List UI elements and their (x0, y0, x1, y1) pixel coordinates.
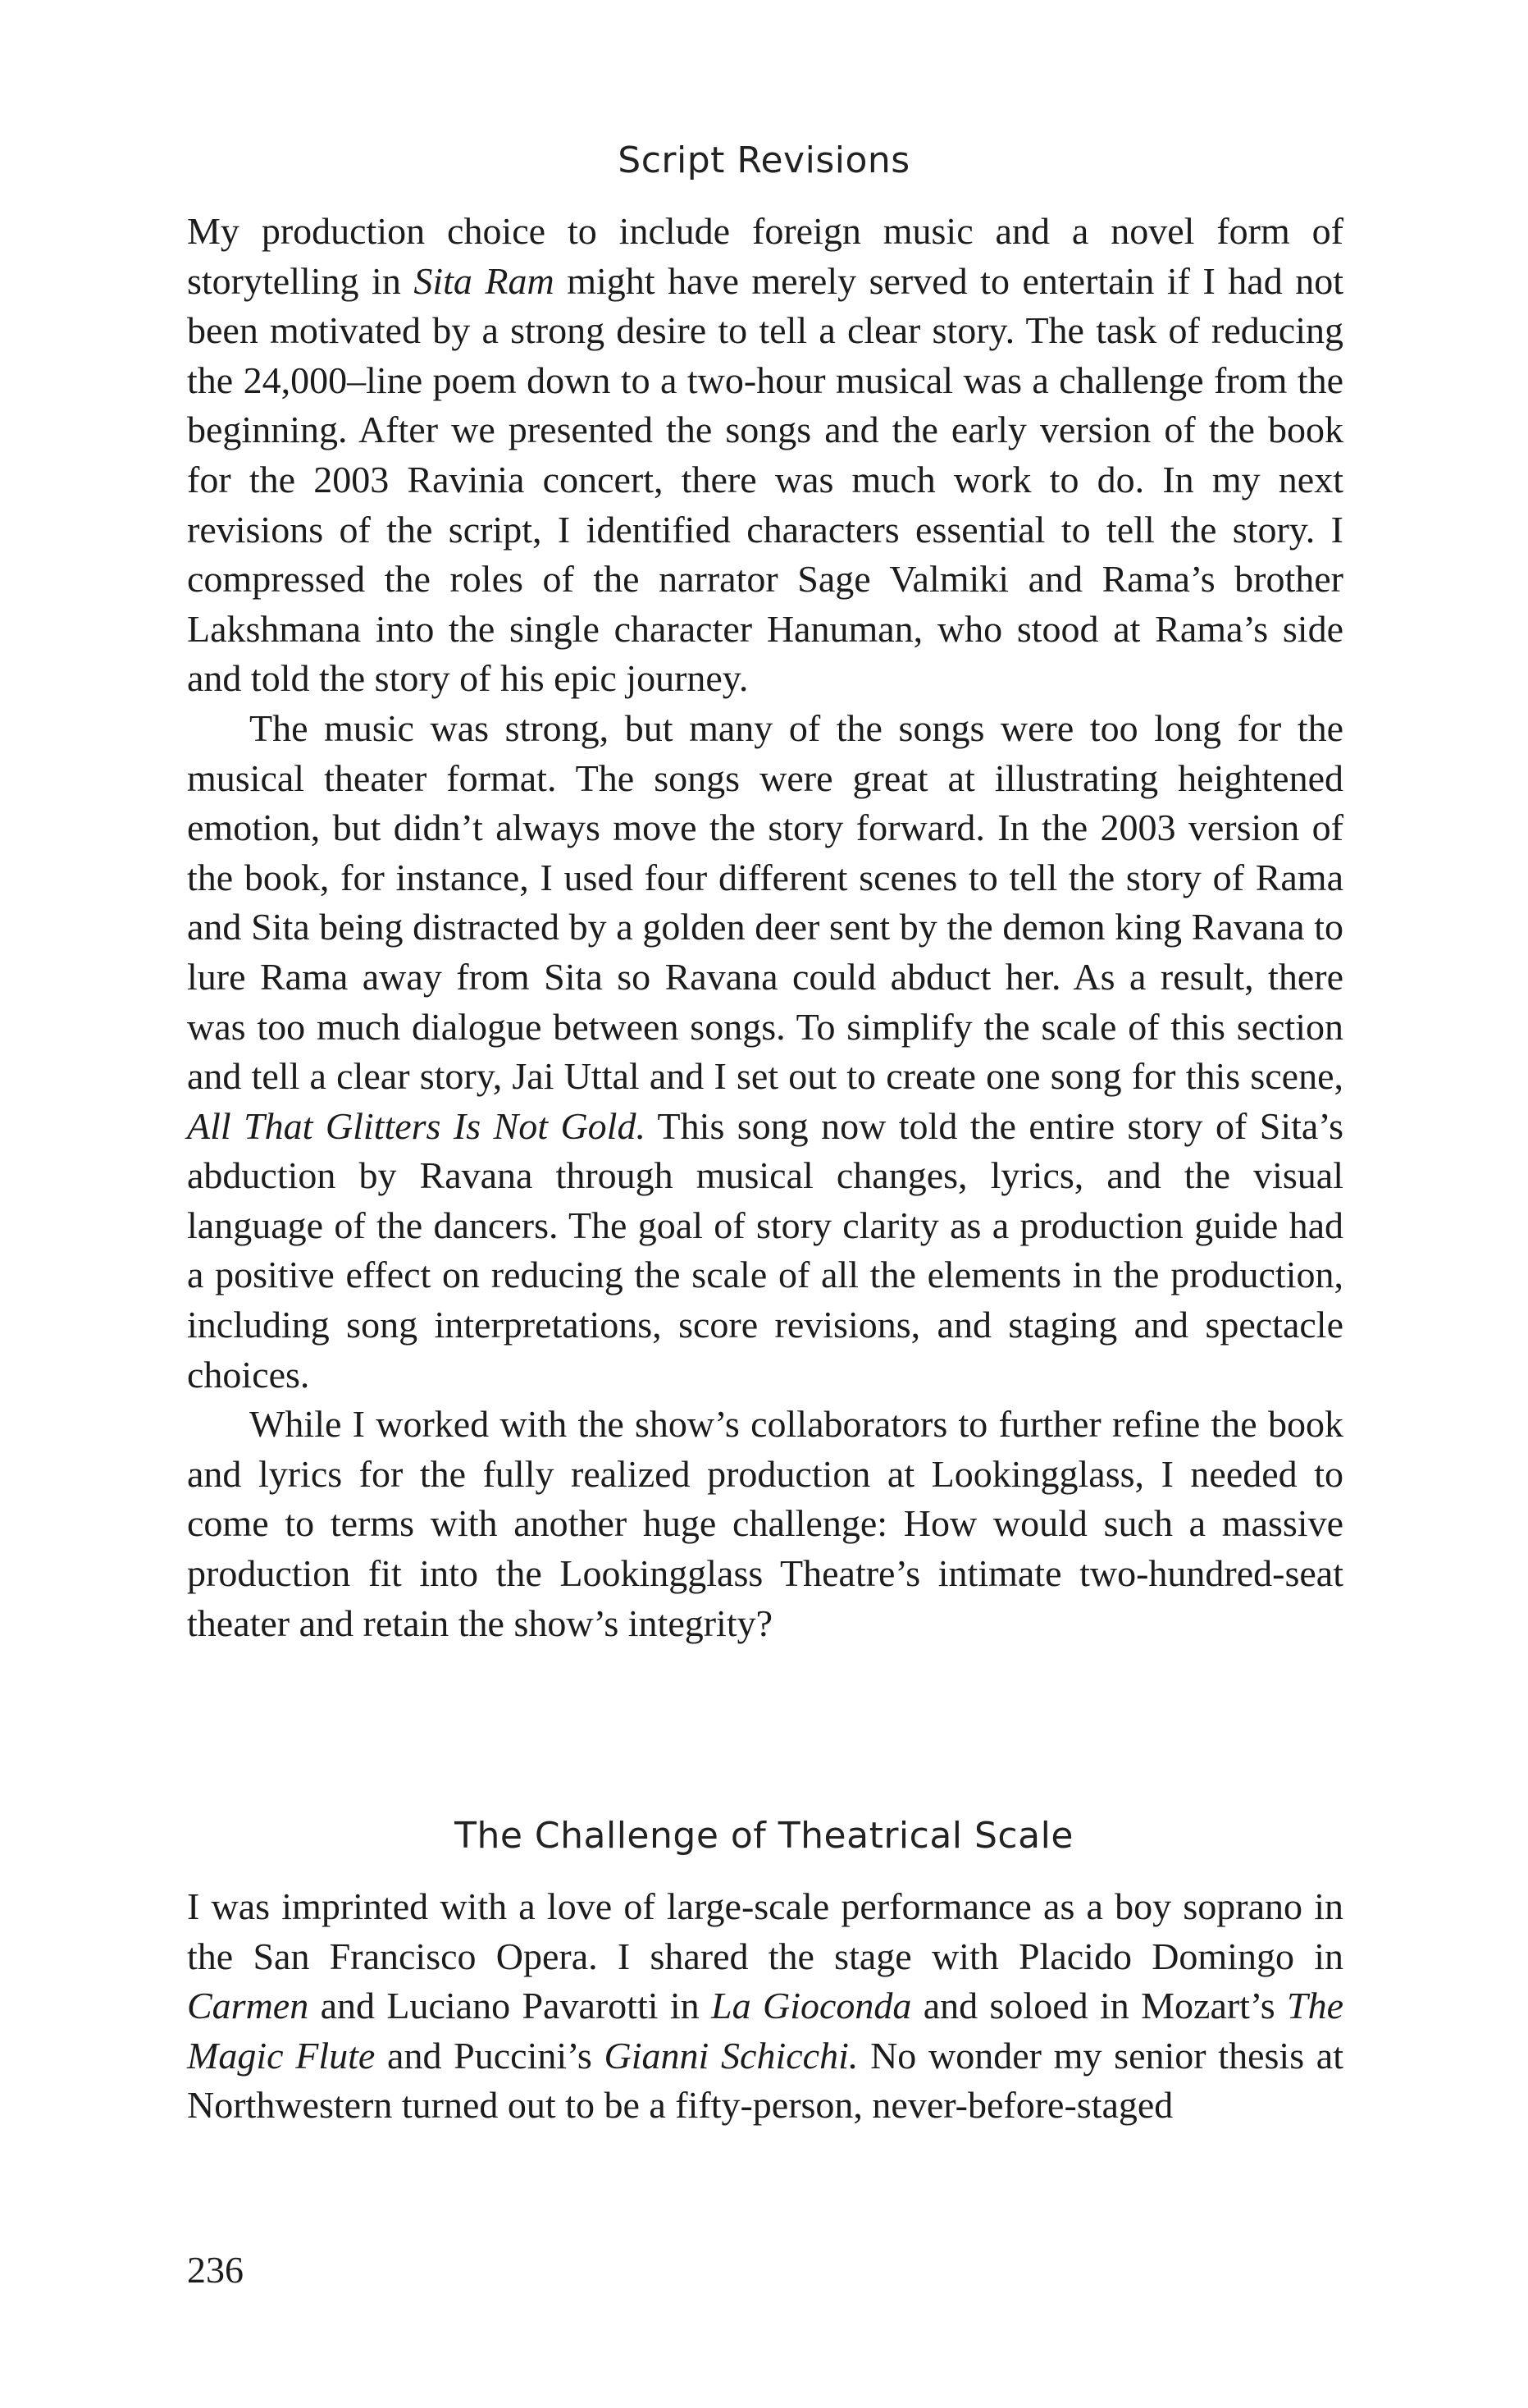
italic-title: The Magic Flute (187, 1985, 1343, 2077)
section-body-theatrical-scale (187, 1882, 1343, 2131)
section-heading-script-revisions: Script Revisions (618, 139, 910, 181)
text-run: and Luciano Pavarotti in (308, 1985, 712, 2027)
italic-title: Sita Ram (413, 259, 554, 302)
paragraph (187, 704, 1343, 1400)
text-run: The music was strong, but many of the songs were too long for the musical theater format. The songs were great at illustrating heightened emotion, but didn’t always move the story forward. In the 2003 version of the book, for instance, I used four different scenes to tell the story of Rama and Sita being distracted by a golden deer sent by the demon king Ravana to lure Rama away from Sita so Ravana could abduct her. As a result, there was too much dialogue between songs. To simplify the scale of this section and tell a clear story, Jai Uttal and I set out to create one song for this scene, (187, 706, 1343, 1098)
italic-title: Carmen (187, 1985, 309, 2027)
text-run: I was imprinted with a love of large-scale performance as a boy soprano in the San Francisco Opera. I shared the stage with Placido Domingo in (187, 1885, 1343, 1977)
italic-title: La Gioconda (711, 1985, 912, 2027)
text-run: While I worked with the show’s collaborators to further refine the book and lyrics for the fully realized production at Lookingglass, I needed to come to terms with another huge challenge: How would such a massive production fit into the Lookingglass Theatre’s intimate two-hundred-seat theater and retain the show’s integrity? (187, 1403, 1343, 1644)
text-run: and soloed in Mozart’s (911, 1985, 1287, 2027)
text-run: My production choice to include foreign music and a novel form of storytelling in (187, 210, 1343, 302)
text-run: No wonder my senior thesis at Northwestern turned out to be a fifty-person, never-before-staged (187, 2034, 1344, 2127)
text-run: This song now told the entire story of Sita’s abduction by Ravana through musical changes, lyrics, and the visual language of the dancers. The goal of story clarity as a production guide had a positive effect on reducing the scale of all the elements in the production, including song interpretations, score revisions, and staging and spectacle choices. (187, 1104, 1343, 1396)
paragraph (187, 1400, 1343, 1648)
section-heading-theatrical-scale: The Challenge of Theatrical Scale (454, 1815, 1074, 1857)
text-run: and Puccini’s (375, 2034, 604, 2077)
paragraph (187, 207, 1343, 704)
italic-title: Gianni Schicchi. (604, 2034, 859, 2077)
section-body-script-revisions (187, 207, 1343, 1648)
text-run: might have merely served to entertain if I had not been motivated by a strong desire to tell a clear story. The task of reducing the 24,000–line poem down to a two-hour musical was a challenge from the beginning. After we presented the songs and the early version of the book for the 2003 Ravinia concert, there was much work to do. In my next revisions of the script, I identified characters essential to tell the story. I compressed the roles of the narrator Sage Valmiki and Rama’s brother Lakshmana into the single character Hanuman, who stood at Rama’s side and told the story of his epic journey. (187, 259, 1343, 700)
italic-title: All That Glitters Is Not Gold. (187, 1104, 645, 1147)
paragraph (187, 1882, 1343, 2131)
page-number: 236 (187, 2249, 244, 2291)
